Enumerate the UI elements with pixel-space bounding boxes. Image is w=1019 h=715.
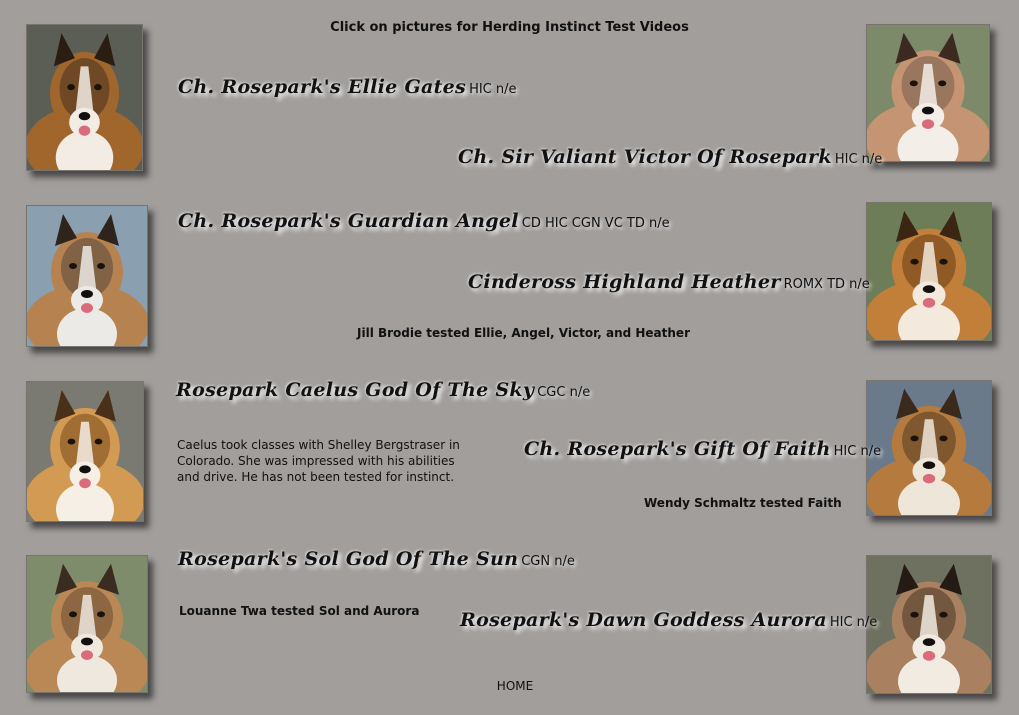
dog-entry-victor <box>458 146 882 168</box>
dog-titles: HIC n/e <box>469 82 517 97</box>
collie-portrait-image <box>867 381 991 515</box>
dog-name: Cindeross Highland Heather <box>468 271 781 293</box>
collie-portrait-image <box>867 556 991 693</box>
dog-name: Ch. Rosepark's Guardian Angel <box>178 210 519 232</box>
page-instruction: Click on pictures for Herding Instinct Test Videos <box>330 20 689 35</box>
dog-entry-ellie <box>178 76 517 98</box>
collie-portrait-image <box>867 203 991 340</box>
dog-name: Ch. Rosepark's Ellie Gates <box>178 76 467 98</box>
dog-entry-sol <box>178 548 575 570</box>
dog-name: Rosepark's Dawn Goddess Aurora <box>460 609 827 631</box>
dog-name: Rosepark Caelus God Of The Sky <box>176 379 535 401</box>
dog-titles: HIC n/e <box>833 444 882 459</box>
dog-photo-ellie[interactable] <box>26 24 143 171</box>
collie-portrait-image <box>867 25 989 161</box>
dog-photo-faith[interactable] <box>866 380 992 516</box>
home-link[interactable]: HOME <box>496 679 534 693</box>
collie-portrait-image <box>27 25 142 170</box>
dog-entry-angel <box>178 210 670 232</box>
dog-titles: ROMX TD n/e <box>783 277 870 292</box>
tester-note-wendy: Wendy Schmaltz tested Faith <box>644 496 842 510</box>
dog-photo-caelus[interactable] <box>26 381 144 522</box>
dog-photo-sol[interactable] <box>26 555 148 693</box>
dog-titles: HIC n/e <box>834 152 883 167</box>
dog-photo-aurora[interactable] <box>866 555 992 694</box>
dog-entry-heather <box>468 271 870 293</box>
dog-photo-heather[interactable] <box>866 202 992 341</box>
dog-titles: HIC n/e <box>829 615 878 630</box>
tester-note-louanne: Louanne Twa tested Sol and Aurora <box>179 604 420 618</box>
caelus-paragraph <box>177 437 467 485</box>
dog-titles: CGN n/e <box>521 554 575 569</box>
collie-portrait-image <box>27 206 147 346</box>
dog-entry-caelus <box>176 379 590 401</box>
caelus-line: Colorado. She was impressed with his abilities <box>177 454 455 468</box>
collie-portrait-image <box>27 556 147 692</box>
dog-titles: CD HIC CGN VC TD n/e <box>521 216 670 231</box>
dog-entry-faith <box>524 438 881 460</box>
dog-name: Ch. Rosepark's Gift Of Faith <box>524 438 831 460</box>
caelus-line: and drive. He has not been tested for instinct. <box>177 470 455 484</box>
caelus-line: Caelus took classes with Shelley Bergstraser in <box>177 438 460 452</box>
dog-titles: CGC n/e <box>537 385 591 400</box>
dog-photo-victor[interactable] <box>866 24 990 162</box>
tester-note-jill: Jill Brodie tested Ellie, Angel, Victor, and Heather <box>357 326 690 340</box>
dog-name: Rosepark's Sol God Of The Sun <box>178 548 519 570</box>
collie-portrait-image <box>27 382 143 521</box>
dog-entry-aurora <box>460 609 877 631</box>
dog-name: Ch. Sir Valiant Victor Of Rosepark <box>458 146 832 168</box>
dog-photo-angel[interactable] <box>26 205 148 347</box>
